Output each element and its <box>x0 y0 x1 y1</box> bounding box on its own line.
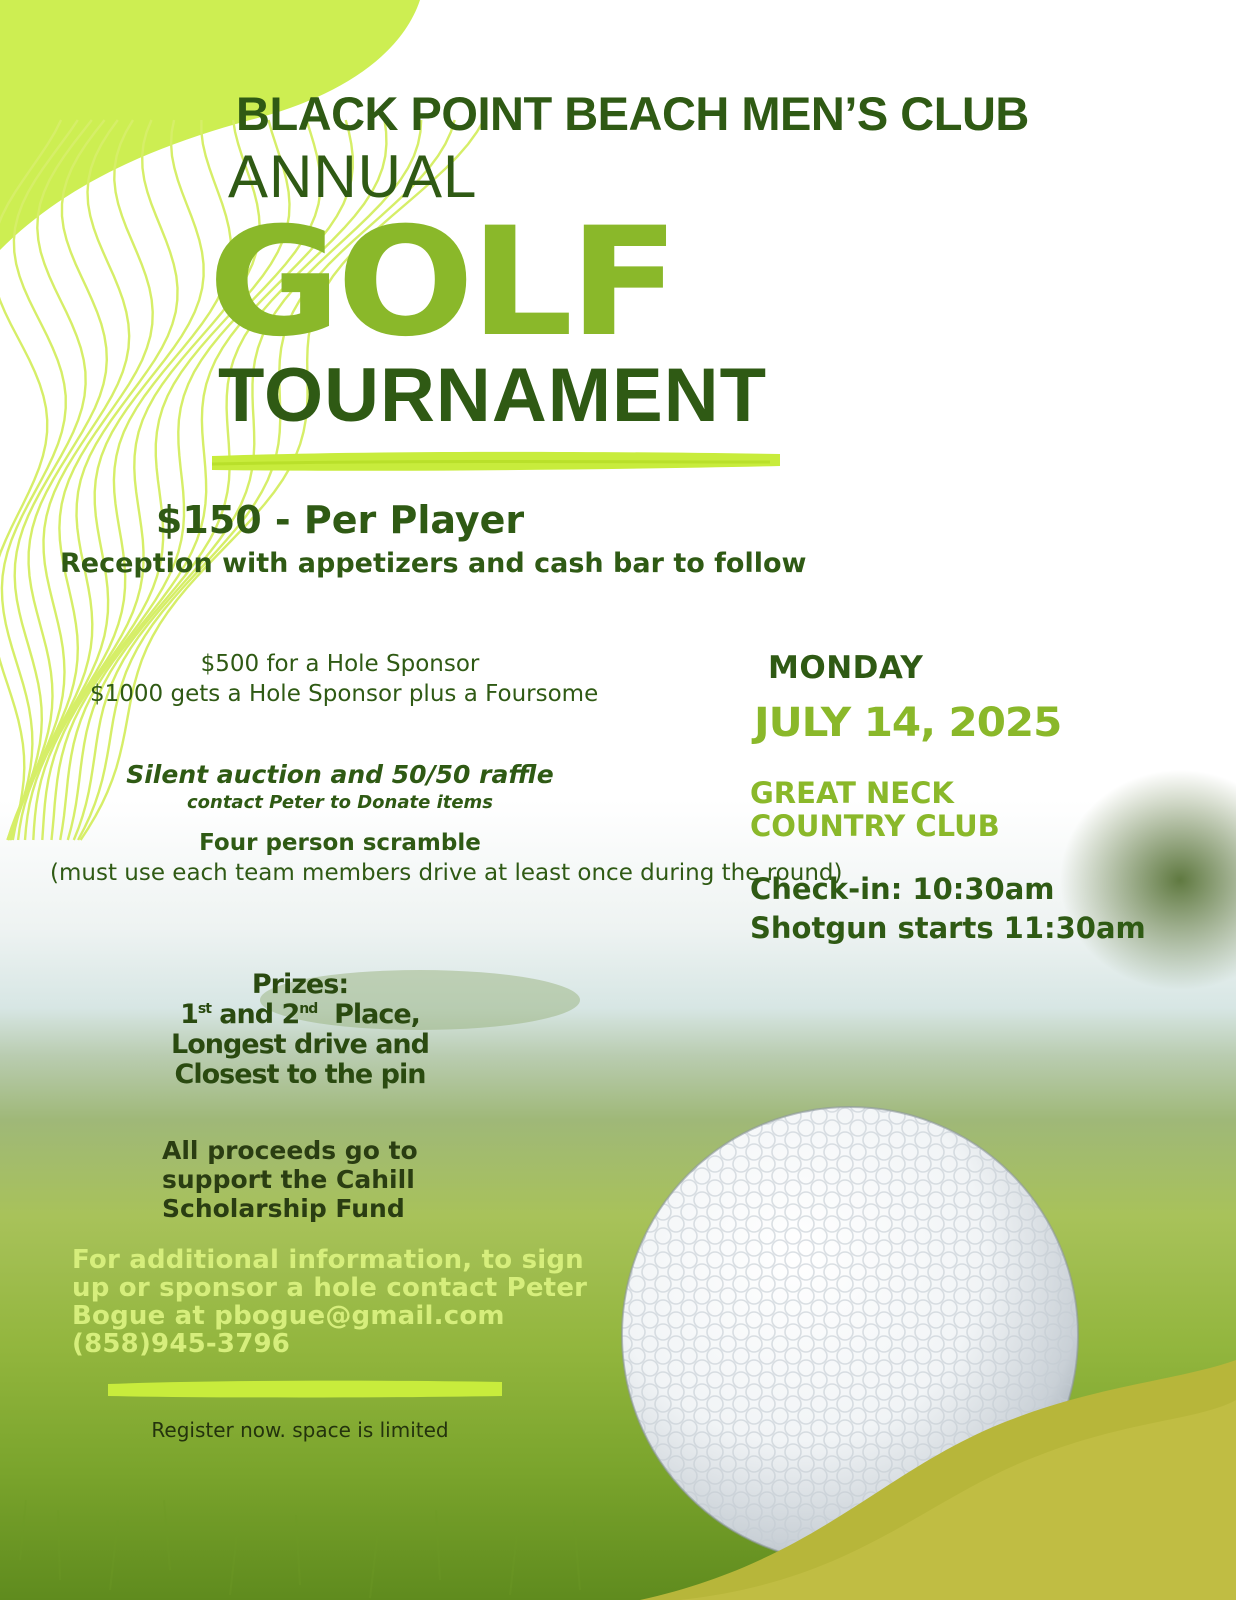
contact-info: For additional information, to sign up or sponsor a hole contact Peter Bogue at pbogue@gmail.com (858)945-3796 <box>72 1245 588 1359</box>
annual-label: ANNUAL <box>228 143 478 210</box>
event-times <box>750 870 1146 948</box>
tournament-headline: TOURNAMENT <box>218 353 768 438</box>
sponsor-option-hole: $500 for a Hole Sponsor <box>200 651 480 677</box>
prizes-title: Prizes: <box>251 969 349 1000</box>
register-notice: Register now. space is limited <box>151 1418 449 1442</box>
event-date: JULY 14, 2025 <box>754 700 1062 746</box>
golf-headline: GOLF <box>208 196 676 370</box>
event-venue: GREAT NECK COUNTRY CLUB <box>750 776 1000 843</box>
prizes-list <box>140 1000 460 1090</box>
proceeds-text: All proceeds go to support the Cahill Scholarship Fund <box>162 1136 418 1223</box>
price-per-player: $150 - Per Player <box>155 498 525 542</box>
event-day: MONDAY <box>768 650 924 686</box>
prizes-longest-drive: Longest drive and <box>171 1029 429 1060</box>
prizes-placements: 1st and 2nd Place, <box>180 999 420 1030</box>
checkin-time: Check-in: 10:30am <box>750 872 1055 906</box>
club-name: BLACK POINT BEACH MEN’S CLUB <box>236 87 1029 140</box>
sponsor-options <box>90 649 599 709</box>
brush-stroke-bottom <box>108 1381 502 1398</box>
scramble-format: Four person scramble <box>199 830 481 856</box>
scramble-rules: (must use each team members drive at least once during the round) <box>50 860 843 886</box>
donate-contact-text: contact Peter to Donate items <box>186 792 494 813</box>
reception-text: Reception with appetizers and cash bar to follow <box>60 548 807 579</box>
shotgun-time: Shotgun starts 11:30am <box>750 911 1146 945</box>
sponsor-option-foursome: $1000 gets a Hole Sponsor plus a Foursome <box>90 681 599 707</box>
silent-auction-text: Silent auction and 50/50 raffle <box>126 760 554 789</box>
prizes-closest-pin: Closest to the pin <box>174 1059 426 1090</box>
